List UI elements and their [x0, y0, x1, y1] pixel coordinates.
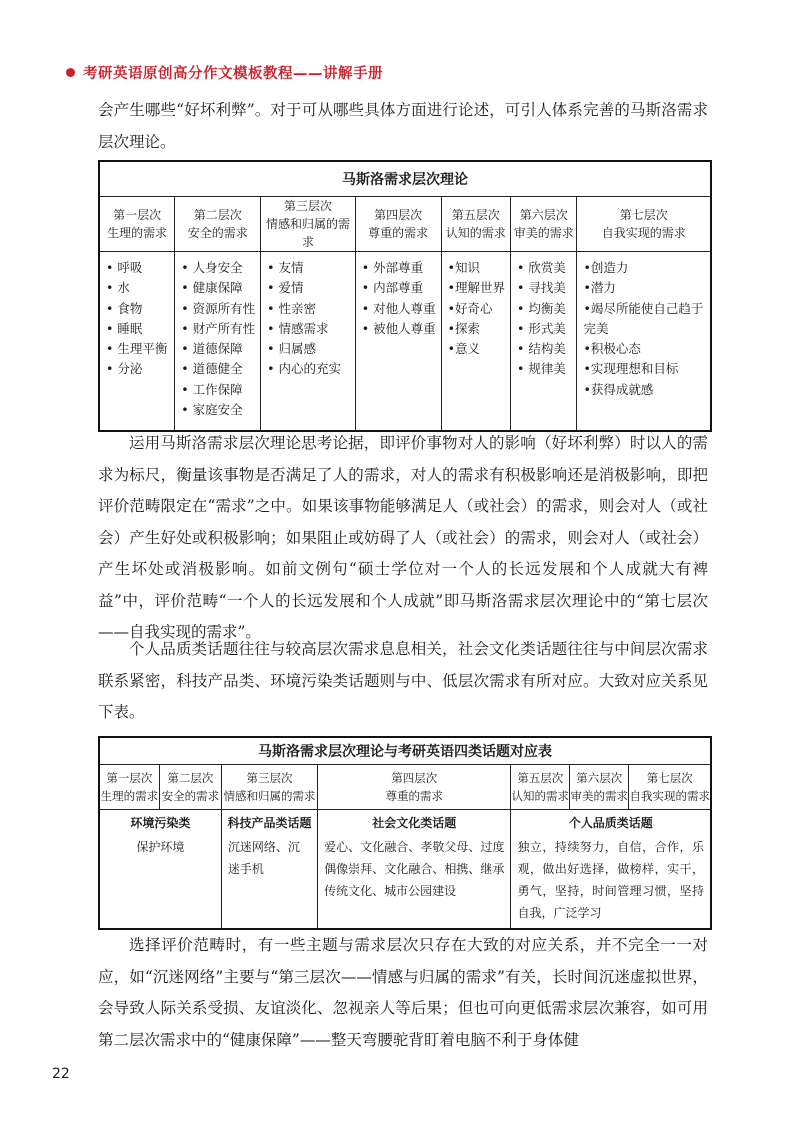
- topic-environment: 环境污染类: [99, 810, 221, 835]
- list-item: • 对他人尊重: [361, 300, 436, 316]
- maslow-table-title: 马斯洛需求层次理论: [99, 161, 711, 197]
- bullet-dot-icon: [66, 68, 75, 77]
- list-item: • 分泌: [106, 361, 143, 377]
- list-item: • 工作保障: [181, 381, 243, 397]
- list-item: • 爱情: [267, 280, 304, 296]
- t2-head-1: 第一层次 生理的需求: [99, 765, 159, 810]
- list-item: • 被他人尊重: [361, 320, 436, 336]
- maslow-table: [98, 160, 712, 432]
- topic-table-title: 马斯洛需求层次理论与考研英语四类话题对应表: [99, 737, 711, 765]
- t1-head-7: 第七层次 自我实现的需求: [577, 197, 711, 252]
- t2-head-5: 第五层次 认知的需求: [511, 765, 570, 810]
- list-item: • 家庭安全: [181, 402, 243, 418]
- topic-technology-detail: 沉迷网络、沉迷手机: [221, 834, 317, 929]
- t1-items-7: [577, 252, 711, 432]
- list-item: 完美: [583, 320, 609, 336]
- t2-head-2: 第二层次 安全的需求: [159, 765, 221, 810]
- t1-head-6: 第六层次 审美的需求: [510, 197, 577, 252]
- header-title: 考研英语原创高分作文模板教程——讲解手册: [83, 66, 383, 82]
- list-item: • 寻找美: [516, 280, 566, 296]
- t1-items-3: [261, 252, 356, 432]
- list-item: • 形式美: [516, 320, 566, 336]
- topic-social-culture-detail: 爱心、文化融合、孝敬父母、过度偶像崇拜、文化融合、相携、继承传统文化、城市公园建设: [318, 834, 511, 929]
- list-item: •积极心态: [583, 341, 641, 357]
- list-item: • 食物: [106, 300, 143, 316]
- list-item: •获得成就感: [583, 381, 654, 397]
- topic-personal-quality: 个人品质类话题: [511, 810, 711, 835]
- running-header: [66, 62, 383, 83]
- list-item: •创造力: [583, 260, 629, 275]
- list-item: • 归属感: [267, 341, 317, 357]
- t1-head-4: 第四层次 尊重的需求: [355, 197, 441, 252]
- t2-head-6: 第六层次 审美的需求: [569, 765, 628, 810]
- list-item: • 水: [106, 280, 130, 296]
- list-item: • 性亲密: [267, 300, 317, 316]
- list-item: • 外部尊重: [361, 260, 424, 275]
- list-item: • 结构美: [516, 341, 566, 357]
- list-item: •理解世界: [447, 280, 505, 296]
- topic-personal-quality-detail: 独立，持续努力，自信，合作，乐观，做出好选择，做榜样，实干，勇气，坚持，时间管理习惯，坚持自我，广泛学习: [511, 834, 711, 929]
- list-item: • 生理平衡: [106, 341, 168, 357]
- list-item: • 健康保障: [181, 280, 243, 296]
- paragraph-body-2: 个人品质类话题往往与较高层次需求息息相关，社会文化类话题往往与中间层次需求联系紧密，科技产品类、环境污染类话题则与中、低层次需求有所对应。大致对应关系见下表。: [98, 640, 708, 721]
- t1-items-4: [355, 252, 441, 432]
- paragraph-body-1: 运用马斯洛需求层次理论思考论据，即评价事物对人的影响（好坏利弊）时以人的需求为标尺，衡量该事物是否满足了人的需求，对人的需求有积极影响还是消极影响，即把评价范畴限定在“需求”之中。如果该事物能够满足人（或社会）的需求，则会对人（或社会）产生好处或积极影响；如果阻止或妨碍了人（或社会）的需求，则会对人（或社会）产生坏处或消极影响。如前文例句“硕士学位对一个人的长远发展和个人成就大有裨益”中，评价范畴“一个人的长远发展和个人成就”即马斯洛需求层次理论中的“第七层次——自我实现的需求”。: [98, 434, 708, 641]
- list-item: • 友情: [267, 260, 304, 275]
- list-item: •实现理想和目标: [583, 361, 679, 377]
- list-item: • 人身安全: [181, 260, 243, 275]
- t1-items-6: [510, 252, 577, 432]
- t2-head-7: 第七层次 自我实现的需求: [629, 765, 711, 810]
- t1-items-5: [441, 252, 510, 432]
- list-item: • 道德健全: [181, 361, 243, 377]
- topic-mapping-table: [98, 736, 712, 930]
- t1-items-2: [175, 252, 261, 432]
- list-item: •潜力: [583, 280, 616, 296]
- t2-head-4: 第四层次 尊重的需求: [318, 765, 511, 810]
- list-item: •探索: [447, 320, 480, 336]
- list-item: • 道德保障: [181, 341, 243, 357]
- paragraph-intro: 会产生哪些“好坏利弊”。对于可从哪些具体方面进行论述，可引人体系完善的马斯洛需求层次理论。: [98, 101, 708, 151]
- list-item: • 财产所有性: [181, 320, 256, 336]
- page-number: 22: [52, 1066, 70, 1082]
- list-item: • 均衡美: [516, 300, 566, 316]
- list-item: • 规律美: [516, 361, 566, 377]
- topic-technology: 科技产品类话题: [221, 810, 317, 835]
- list-item: • 睡眠: [106, 320, 143, 336]
- t2-head-3: 第三层次 情感和归属的需求: [221, 765, 317, 810]
- list-item: • 欣赏美: [516, 260, 566, 275]
- list-item: •知识: [447, 260, 480, 275]
- list-item: • 内心的充实: [267, 361, 342, 377]
- paragraph-body-3: 选择评价范畴时，有一些主题与需求层次只存在大致的对应关系，并不完全一一对应，如“沉迷网络”主要与“第三层次——情感与归属的需求”有关，长时间沉迷虚拟世界，会导致人际关系受损、友谊淡化、忽视亲人等后果；但也可向更低需求层次兼容，如可用第二层次需求中的“健康保障”——整天弯腰驼背盯着电脑不利于身体健: [98, 936, 708, 1049]
- list-item: • 呼吸: [106, 260, 143, 275]
- list-item: • 情感需求: [267, 320, 329, 336]
- t1-head-1: 第一层次 生理的需求: [99, 197, 175, 252]
- t1-head-3: 第三层次 情感和归属的需求: [261, 197, 356, 252]
- topic-environment-detail: 保护环境: [99, 834, 221, 929]
- t1-head-2: 第二层次 安全的需求: [175, 197, 261, 252]
- list-item: • 资源所有性: [181, 300, 256, 316]
- list-item: • 内部尊重: [361, 280, 424, 296]
- list-item: •竭尽所能使自己趋于: [583, 300, 704, 316]
- list-item: •意义: [447, 341, 480, 357]
- t1-head-5: 第五层次 认知的需求: [441, 197, 510, 252]
- list-item: •好奇心: [447, 300, 493, 316]
- t1-items-1: [99, 252, 175, 432]
- topic-social-culture: 社会文化类话题: [318, 810, 511, 835]
